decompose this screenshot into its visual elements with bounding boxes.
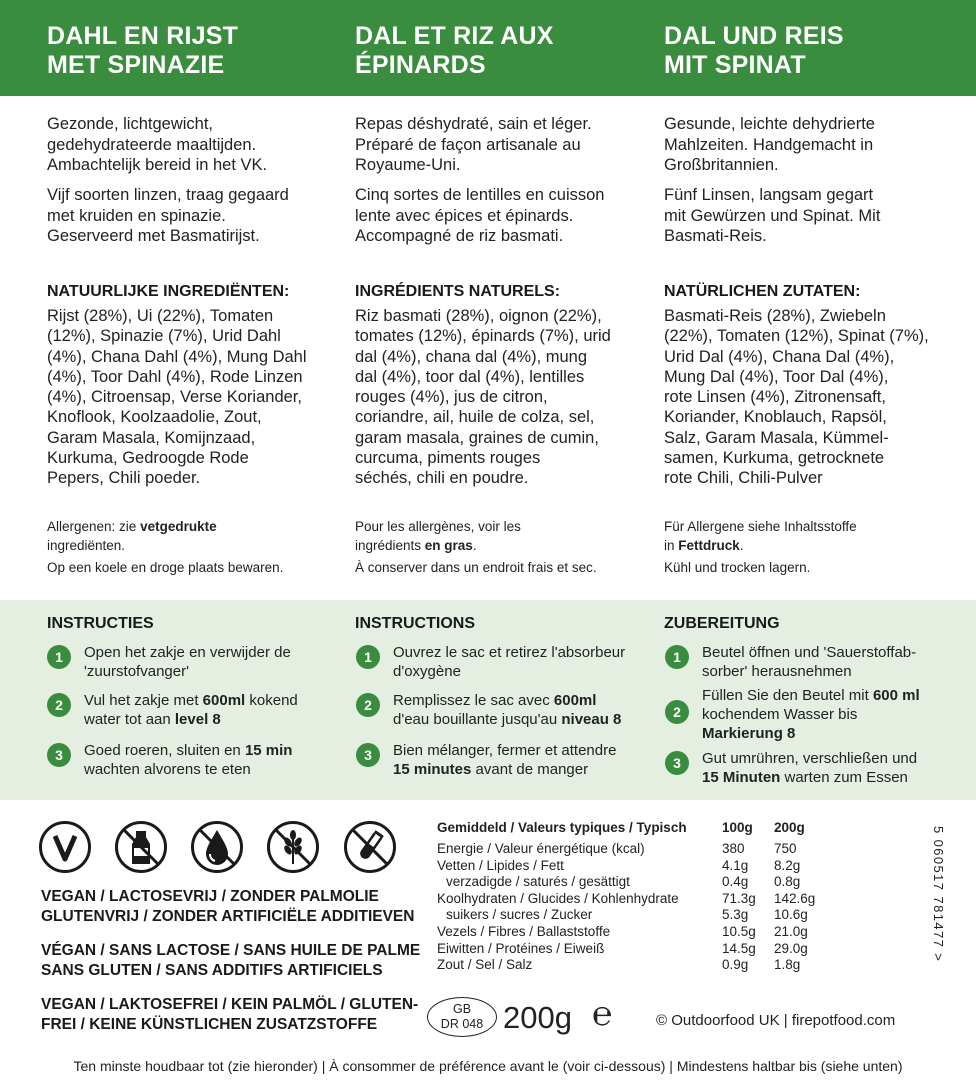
step-number: 3 (356, 743, 380, 767)
nutrition-row-fat: Vetten / Lipides / Fett 4.1g 8.2g (437, 857, 801, 873)
storage-nl: Op een koele en droge plaats bewaren. (47, 560, 284, 575)
step-number: 2 (356, 693, 380, 717)
step-number: 2 (665, 700, 689, 724)
nutrition-row-fibre: Vezels / Fibres / Ballaststoffe 10.5g 21.0g (437, 923, 808, 939)
ingredients-heading-fr: INGRÉDIENTS NATURELS: (355, 283, 561, 300)
ingredients-heading-de: NATÜRLICHEN ZUTATEN: (664, 283, 861, 300)
step-number: 1 (665, 645, 689, 669)
nutrition-row-saturates: verzadigde / saturés / gesättigt 0.4g 0.8g (446, 874, 801, 890)
gluten-free-icon (266, 820, 320, 874)
vegan-icon (38, 820, 92, 874)
nutrition-row-carbohydrates: Koolhydraten / Glucides / Kohlenhydrate 71.3g 142.6g (437, 890, 816, 906)
intro-nl: Gezonde, lichtgewicht, gedehydrateerde maaltijden. Ambachtelijk bereid in het VK. (47, 115, 268, 174)
nutrition-row-energy: Energie / Valeur énergétique (kcal) 380 750 (437, 841, 797, 856)
storage-de: Kühl und trocken lagern. (664, 560, 811, 575)
approval-mark: GB DR 048 (427, 997, 497, 1037)
intro-fr: Repas déshydraté, sain et léger. Préparé de façon artisanale au Royaume-Uni. (355, 115, 592, 174)
ingredients-nl: Rijst (28%), Ui (22%), Tomaten (12%), Spinazie (7%), Urid Dahl (4%), Chana Dahl (4%), Mung Dahl (4%), Toor Dahl (4%), Rode Linzen (4%), Citroensap, Verse Koriander, Knoflook, Koolzaadolie, Zout, Garam Masala, Komijnzaad, Kurkuma, Gedroogde Rode Pepers, Chili poeder. (47, 307, 307, 488)
title-nl: DAHL EN RIJST MET SPINAZIE (47, 22, 239, 79)
no-artificial-additives-icon (343, 820, 397, 874)
allergen-note-fr: Pour les allergènes, voir les ingrédients en gras. (355, 519, 521, 553)
title-fr: DAL ET RIZ AUX ÉPINARDS (355, 22, 554, 79)
ingredients-de: Basmati-Reis (28%), Zwiebeln (22%), Tomaten (12%), Spinat (7%), Urid Dal (4%), Chana Dal (4%), Mung Dal (4%), Toor Dal (4%), rote Linsen (4%), Zitronensaft, Koriander, Knoblauch, Rapsöl, Salz, Garam Masala, Kümmel- samen, Kurkuma, getrocknete rote Chili, Chili-Pulver (664, 307, 929, 488)
dietary-icons (38, 820, 378, 876)
instructions-heading-nl: INSTRUCTIES (47, 615, 154, 632)
instructions-heading-de: ZUBEREITUNG (664, 615, 780, 632)
best-before-note: Ten minste houdbaar tot (zie hieronder) | À consommer de préférence avant le (voir ci-dessous) | Mindestens haltbar bis (siehe unten) (73, 1058, 903, 1074)
storage-fr: À conserver dans un endroit frais et sec. (355, 560, 597, 575)
net-weight: 200g (503, 1000, 572, 1035)
ingredients-fr: Riz basmati (28%), oignon (22%), tomates (12%), épinards (7%), urid dal (4%), chana dal (4%), mung dal (4%), toor dal (4%), lentilles rouges (4%), jus de citron, coriandre, ail, huile de colza, sel, garam masala, graines de cumin, curcuma, piments rouges séchés, chili en poudre. (355, 307, 611, 488)
claims-de: VEGAN / LAKTOSEFREI / KEIN PALMÖL / GLUTEN- FREI / KEINE KÜNSTLICHEN ZUSATZSTOFFE (41, 996, 419, 1033)
step-number: 2 (47, 693, 71, 717)
description-nl: Vijf soorten linzen, traag gegaard met kruiden en spinazie. Geserveerd met Basmatirijst. (47, 186, 289, 245)
nutrition-header: Gemiddeld / Valeurs typiques / Typisch 100g 200g (437, 820, 805, 835)
description-de: Fünf Linsen, langsam gegart mit Gewürzen und Spinat. Mit Basmati-Reis. (664, 186, 881, 245)
step-number: 3 (47, 743, 71, 767)
palm-oil-free-icon (190, 820, 244, 874)
step-number: 1 (356, 645, 380, 669)
nutrition-row-protein: Eiwitten / Protéines / Eiweiß 14.5g 29.0g (437, 940, 808, 956)
claims-fr: VÉGAN / SANS LACTOSE / SANS HUILE DE PALME SANS GLUTEN / SANS ADDITIFS ARTIFICIELS (41, 942, 421, 979)
step-number: 1 (47, 645, 71, 669)
title-de: DAL UND REIS MIT SPINAT (664, 22, 844, 79)
step-number: 3 (665, 751, 689, 775)
ingredients-heading-nl: NATUURLIJKE INGREDIËNTEN: (47, 283, 290, 300)
nutrition-table (437, 819, 917, 974)
copyright: © Outdoorfood UK | firepotfood.com (656, 1012, 896, 1029)
instructions-heading-fr: INSTRUCTIONS (355, 615, 475, 632)
allergen-note-nl: Allergenen: zie vetgedrukte ingrediënten. (47, 519, 217, 553)
nutrition-row-salt: Zout / Sel / Salz 0.9g 1.8g (437, 957, 801, 973)
estimated-sign: ℮ (592, 994, 613, 1034)
nutrition-row-sugars: suikers / sucres / Zucker 5.3g 10.6g (446, 907, 808, 923)
lactose-free-icon (114, 820, 168, 874)
description-fr: Cinq sortes de lentilles en cuisson lente avec épices et épinards. Accompagné de riz basmati. (355, 186, 605, 245)
allergen-note-de: Für Allergene siehe Inhaltsstoffe in Fettdruck. (664, 519, 857, 553)
intro-de: Gesunde, leichte dehydrierte Mahlzeiten. Handgemacht in Großbritannien. (664, 115, 875, 174)
barcode-number: 5 060517 781477 > (931, 826, 946, 963)
claims-nl: VEGAN / LACTOSEVRIJ / ZONDER PALMOLIE GLUTENVRIJ / ZONDER ARTIFICIËLE ADDITIEVEN (41, 888, 415, 925)
